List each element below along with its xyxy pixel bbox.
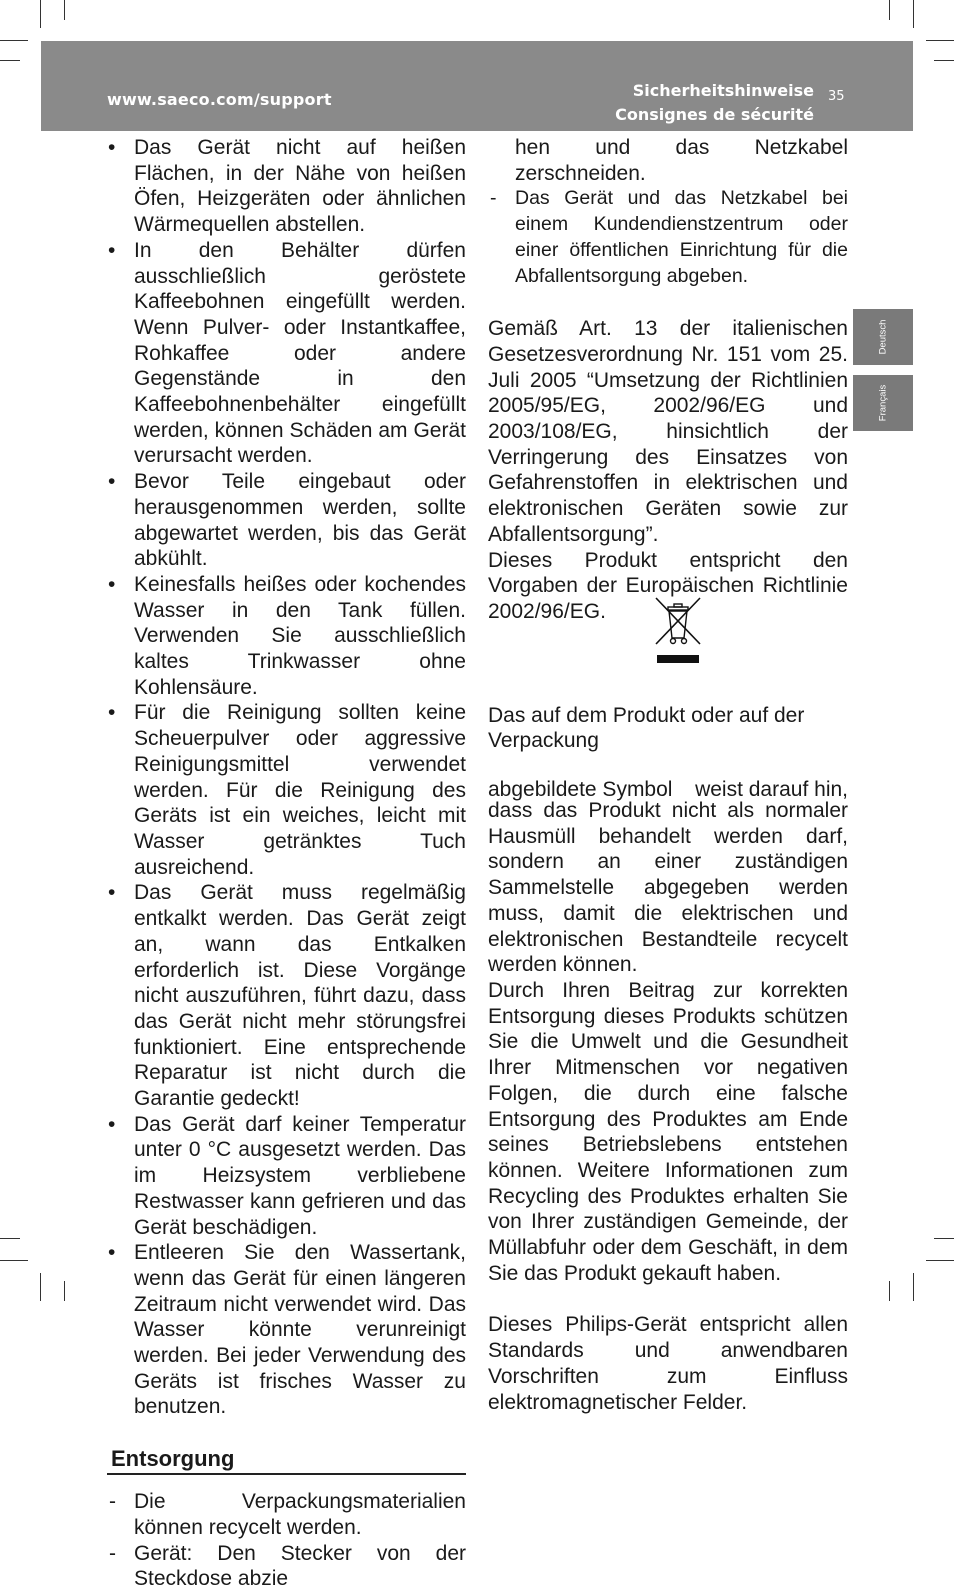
paragraph-contribution: Durch Ihren Beitrag zur korrekten Entsorgung dieses Produkts schützen Sie die Umwelt und die Gesundheit Ihrer Mitmenschen vor negativen Folgen, die durch eine falsche Entsorgung des Produktes am Ende seines Betriebslebens entstehen können. Weitere Informationen zum Recycling des Produktes erhalten Sie von Ihrer zuständigen Gemeinde, der Müllabfuhr oder dem Geschäft, in dem Sie das Produkt gekauft haben. <box>488 978 848 1285</box>
crop-mark <box>913 1273 914 1301</box>
list-item-text: Die Verpackungsmaterialien können recycelt werden. <box>134 1490 466 1539</box>
bullet-marker: • <box>108 136 116 159</box>
disposal-list <box>107 1489 466 1592</box>
crop-mark <box>913 0 914 28</box>
list-item <box>107 572 466 701</box>
list-item <box>488 186 848 289</box>
list-item-text: Entleeren Sie den Wassertank, wenn das Gerät für einen längeren Zeitraum nicht verwendet wird. Das Wasser könnte verunreinigt werden. Bei jeder Verwendung des Geräts ist frisches Wasser zu benutzen. <box>134 1241 466 1419</box>
list-item-text: Für die Reinigung sollten keine Scheuerpulver oder aggressive Reinigungsmittel verwendet werden. Für die Reinigung des Geräts ist ein weiches, leicht mit Wasser getränktes Tuch ausreichend. <box>134 701 466 879</box>
dash-marker: - <box>109 1541 116 1565</box>
right-column <box>488 135 848 1415</box>
symbol-text-b: weist darauf hin, <box>695 778 848 802</box>
section-title-fr: Consignes de sécurité <box>615 105 814 124</box>
bullet-marker: • <box>108 1112 116 1136</box>
list-item-text: Bevor Teile eingebaut oder herausgenommen werden, sollte abgewartet werden, bis das Gerät abkühlt. <box>134 470 466 571</box>
bullet-marker: • <box>108 238 116 262</box>
section-title-de: Sicherheitshinweise <box>632 81 814 100</box>
list-item <box>107 1112 466 1241</box>
list-item-text: Das Gerät darf keiner Temperatur unter 0 °C ausgesetzt werden. Das im Heizsystem verbliebene Restwasser kann gefrieren und das Gerät beschädigen. <box>134 1112 466 1239</box>
crop-mark <box>934 60 954 61</box>
list-item <box>107 1489 466 1540</box>
crop-mark <box>0 40 28 41</box>
paragraph-emf: Dieses Philips-Gerät entspricht allen Standards und anwendbaren Vorschriften zum Einfluss elektromagnetischer Felder. <box>488 1313 848 1414</box>
list-item <box>107 700 466 880</box>
list-item-text: Das Gerät nicht auf heißen Flächen, in der Nähe von heißen Öfen, Heizgeräten oder ähnlichen Wärmequellen abstellen. <box>134 136 466 237</box>
section-titles <box>615 79 814 127</box>
bullet-marker: • <box>108 701 116 725</box>
list-item-text: In den Behälter dürfen ausschließlich geröstete Kaffeebohnen eingefüllt werden. Wenn Pulver- oder Instantkaffee, Rohkaffee oder andere Gegenstände in den Kaffeebohnenbehälter eingefüllt werden, können Schäden am Gerät verursacht werden. <box>134 238 466 468</box>
crop-mark <box>926 40 954 41</box>
bullet-marker: • <box>108 1241 116 1265</box>
paragraph-symbol-line1: Das auf dem Produkt oder auf der Verpackung <box>488 703 805 753</box>
tab-francais-label: Français <box>877 384 889 422</box>
list-item <box>107 1541 466 1592</box>
list-item <box>107 135 466 238</box>
crop-mark <box>64 1281 65 1301</box>
continued-text: hen und das Netzkabel zerschneiden. <box>515 136 848 185</box>
disposal-list-continued <box>488 186 848 289</box>
list-item <box>107 238 466 469</box>
crop-mark <box>926 1260 954 1261</box>
crop-mark <box>0 60 20 61</box>
bullet-marker: • <box>108 881 116 905</box>
crop-mark <box>889 0 890 20</box>
tab-deutsch-label: Deutsch <box>877 319 889 355</box>
crop-mark <box>0 1260 28 1261</box>
paragraph-symbol-rest: dass das Produkt nicht als normaler Hausmüll behandelt werden darf, sondern an einer zuständigen Sammelstelle abgegeben werden muss, damit die elektrischen und elektronischen Bestandteile recycelt werden können. <box>488 799 848 977</box>
bullet-marker: • <box>108 470 116 494</box>
page-header <box>41 41 913 131</box>
paragraph-law: Gemäß Art. 13 der italienischen Gesetzesverordnung Nr. 151 vom 25. Juli 2005 “Umsetzung der Richtlinien 2005/95/EG, 2002/96/EG und 2003/108/EG, hinsichtlich der Verringerung des Einsatzes von Gefahrenstoffen in elektrischen und elektronischen Geräten sowie zur Abfallentsorgung”. <box>488 317 848 546</box>
symbol-text-a: abgebildete Symbol <box>488 778 673 802</box>
symbol-line <box>488 754 848 802</box>
section-heading-entsorgung: Entsorgung <box>107 1446 466 1475</box>
list-item <box>107 880 466 1111</box>
dash-marker: - <box>109 1490 116 1514</box>
list-item-text: Das Gerät und das Netzkabel bei einem Kundendienstzentrum oder einer öffentlichen Einrichtung für die Abfallentsorgung abgeben. <box>515 187 848 287</box>
page-number: 35 <box>828 89 845 104</box>
list-item <box>107 469 466 572</box>
list-item <box>107 1240 466 1420</box>
dash-marker: - <box>490 187 497 210</box>
crossed-out-wheelie-bin-icon <box>654 596 702 666</box>
list-item-text: Keinesfalls heißes oder kochendes Wasser in den Tank füllen. Verwenden Sie ausschließlich kaltes Trinkwasser ohne Kohlensäure. <box>134 572 466 699</box>
bullet-marker: • <box>108 572 116 596</box>
list-item-text: Gerät: Den Stecker von der Steckdose abzie <box>134 1541 466 1591</box>
support-url[interactable]: www.saeco.com/support <box>107 90 332 109</box>
paragraph-directive: Dieses Produkt entspricht den Vorgaben der Europäischen Richtlinie 2002/96/EG. <box>488 548 848 623</box>
crop-mark <box>40 0 41 28</box>
safety-list <box>107 135 466 1420</box>
crop-mark <box>934 1238 954 1239</box>
crop-mark <box>889 1281 890 1301</box>
left-column <box>107 135 466 1592</box>
tab-deutsch[interactable] <box>853 309 913 365</box>
crop-mark <box>64 0 65 20</box>
tab-francais[interactable] <box>853 375 913 431</box>
list-item-text: Das Gerät muss regelmäßig entkalkt werden. Das Gerät zeigt an, wann das Entkalken erforderlich ist. Diese Vorgänge nicht auszuführen, führt dazu, dass das Gerät nicht mehr störungsfrei funktioniert. Eine entsprechende Reparatur ist nicht durch die Garantie gedeckt! <box>134 881 466 1111</box>
crop-mark <box>0 1238 20 1239</box>
crop-mark <box>40 1273 41 1301</box>
